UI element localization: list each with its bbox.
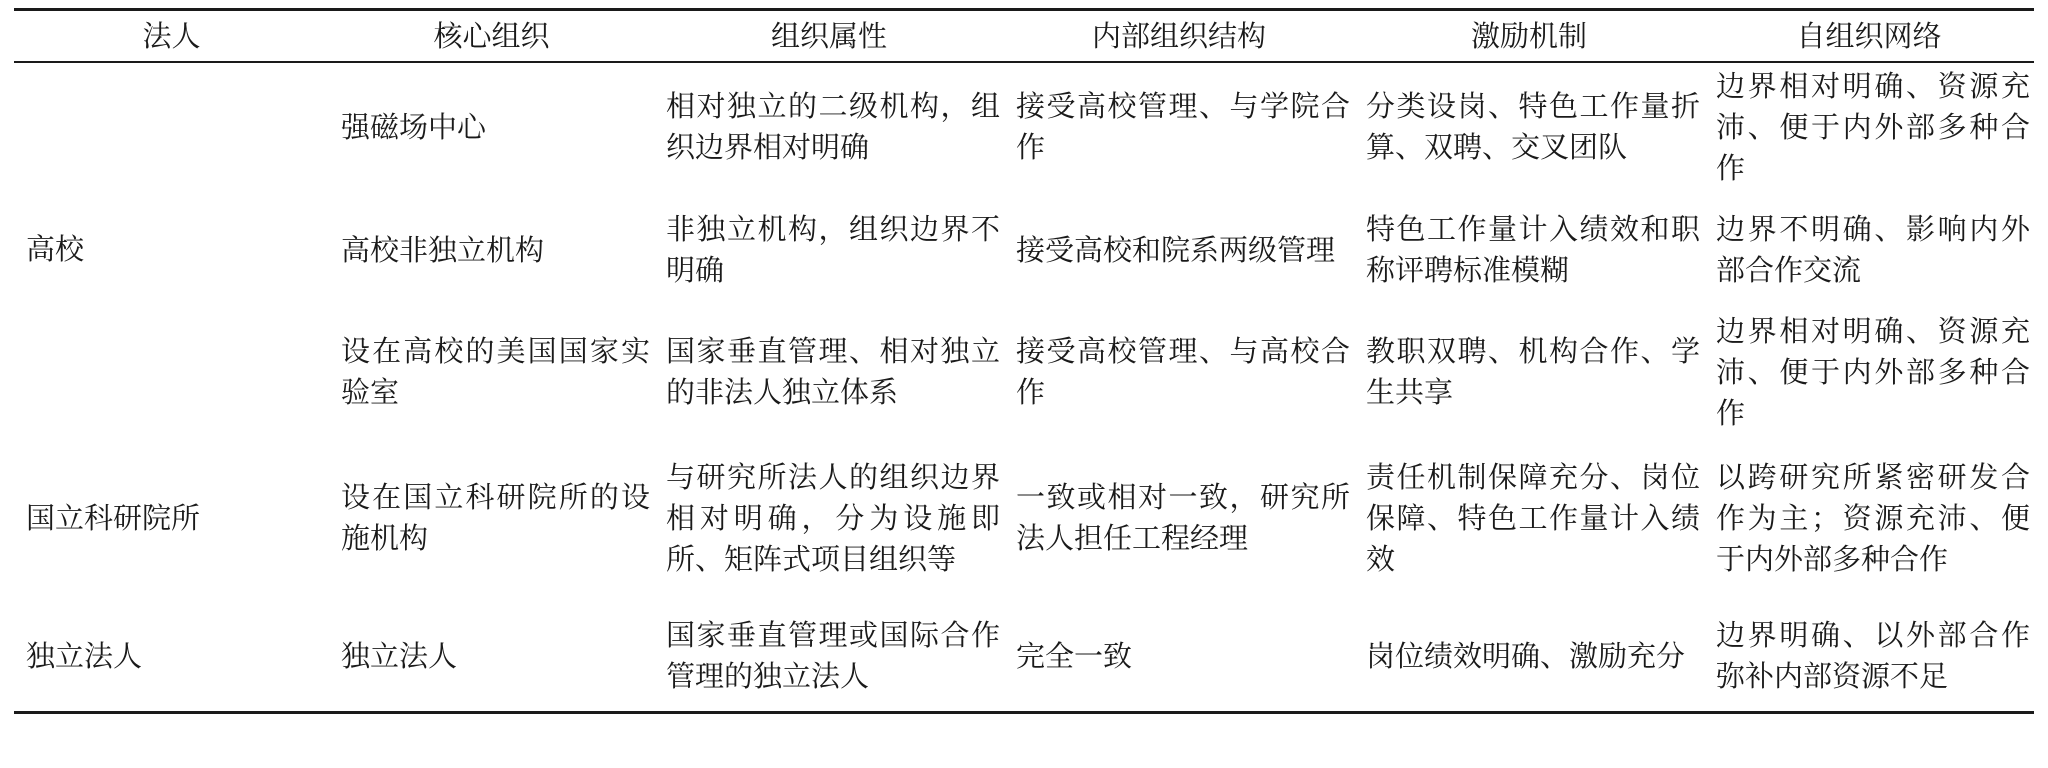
cell-core-org: 设在国立科研院所的设施机构 [341, 480, 650, 555]
header-legal-person: 法人 [14, 10, 329, 63]
header-internal-structure: 内部组织结构 [1004, 10, 1354, 63]
cell-self-org-network: 以跨研究所紧密研发合作为主；资源充沛、便于内外部多种合作 [1716, 459, 2030, 576]
header-incentive: 激励机制 [1354, 10, 1704, 63]
cell-incentive: 教职双聘、机构合作、学生共享 [1366, 334, 1700, 409]
comparison-table-container [14, 8, 2034, 714]
cell-incentive: 岗位绩效明确、激励充分 [1354, 601, 1704, 713]
table-body [14, 62, 2034, 713]
header-row [14, 10, 2034, 63]
cell-self-org-network: 边界不明确、影响内外部合作交流 [1716, 212, 2030, 287]
cell-core-org: 强磁场中心 [341, 109, 487, 144]
cell-self-org-network: 边界相对明确、资源充沛、便于内外部多种合作 [1716, 313, 2030, 430]
table-header [14, 10, 2034, 63]
cell-org-attribute: 与研究所法人的组织边界相对明确，分为设施即所、矩阵式项目组织等 [666, 459, 1000, 576]
cell-internal-structure: 接受高校管理、与学院合作 [1016, 89, 1350, 164]
table-row [14, 62, 2034, 191]
table-row [14, 601, 2034, 713]
header-org-attribute: 组织属性 [654, 10, 1004, 63]
cell-core-org: 高校非独立机构 [341, 232, 545, 267]
cell-core-org: 设在高校的美国国家实验室 [341, 334, 650, 409]
cell-org-attribute: 国家垂直管理、相对独立的非法人独立体系 [666, 334, 1000, 409]
cell-org-attribute: 相对独立的二级机构，组织边界相对明确 [666, 89, 1000, 164]
cell-legal-person: 高校 [26, 231, 85, 266]
cell-incentive: 责任机制保障充分、岗位保障、特色工作量计入绩效 [1366, 459, 1700, 576]
cell-incentive: 特色工作量计入绩效和职称评聘标准模糊 [1366, 212, 1700, 287]
header-core-org: 核心组织 [329, 10, 654, 63]
cell-legal-person: 国立科研院所 [26, 500, 201, 535]
cell-internal-structure: 接受高校管理、与高校合作 [1016, 334, 1350, 409]
table-row [14, 435, 2034, 601]
cell-self-org-network: 边界相对明确、资源充沛、便于内外部多种合作 [1716, 68, 2030, 185]
cell-self-org-network: 边界明确、以外部合作弥补内部资源不足 [1704, 601, 2034, 713]
comparison-table [14, 8, 2034, 714]
cell-incentive: 分类设岗、特色工作量折算、双聘、交叉团队 [1366, 89, 1700, 164]
cell-org-attribute: 国家垂直管理或国际合作管理的独立法人 [654, 601, 1004, 713]
cell-internal-structure: 一致或相对一致，研究所法人担任工程经理 [1016, 480, 1350, 555]
cell-org-attribute: 非独立机构，组织边界不明确 [666, 212, 1000, 287]
cell-internal-structure: 完全一致 [1004, 601, 1354, 713]
cell-legal-person: 独立法人 [14, 601, 329, 713]
cell-internal-structure: 接受高校和院系两级管理 [1016, 232, 1336, 267]
header-self-org-network: 自组织网络 [1704, 10, 2034, 63]
cell-core-org: 独立法人 [329, 601, 654, 713]
